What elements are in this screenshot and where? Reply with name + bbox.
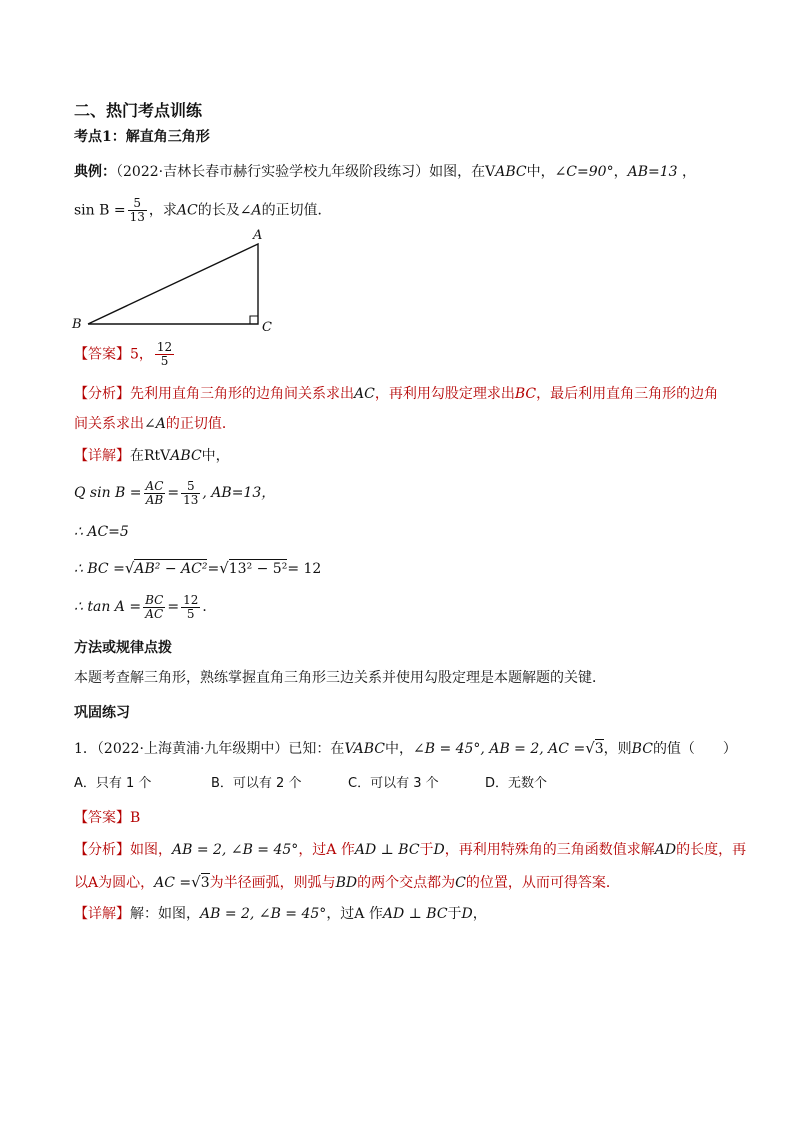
side-bc: BC (631, 741, 653, 757)
example-line-1 (74, 162, 696, 182)
option-d[interactable]: D．无数个 (485, 776, 548, 791)
text-segment: 的位置，从而可得答案． (465, 875, 620, 891)
example-line-2 (74, 197, 332, 224)
text-segment: 的正切值． (165, 416, 236, 432)
triangle-symbol: V (485, 164, 496, 180)
detail-1-step-2: ∴ AC=5 (74, 524, 129, 540)
sin-fraction (128, 197, 147, 224)
detail-label: 【详解】 (74, 448, 130, 464)
text-segment: ，求 (148, 202, 177, 219)
angle-a: ∠A (239, 202, 262, 219)
numerator: AC (145, 478, 164, 493)
step-fraction-1 (144, 480, 166, 507)
point-d: D (433, 842, 445, 858)
rt-triangle-symbol: RtV (144, 448, 171, 464)
section-title: 二、热门考点训练 (74, 101, 203, 120)
condition: AB = 2, ∠B = 45° (200, 906, 327, 922)
step-prefix: Q sin B = (74, 485, 142, 501)
sqrt-content: 3 (200, 875, 210, 891)
text-segment: ， (677, 164, 696, 180)
triangle-outline (88, 244, 258, 324)
text-segment: 如图， (130, 842, 172, 858)
sqrt-content: 13² − 5² (228, 561, 288, 577)
denominator: AC (145, 606, 164, 621)
numerator: 5 (128, 197, 147, 211)
question-1-stem (74, 738, 737, 759)
vertex-label-a: A (253, 228, 263, 243)
side-ac: AC (176, 202, 198, 219)
question-1-options (74, 774, 622, 794)
text-segment: 先利用直角三角形的边角间关系求出 (130, 386, 354, 402)
text-segment: ，过A 作 (298, 842, 355, 858)
text-segment: 的正切值． (261, 202, 332, 219)
step-fraction-2 (181, 594, 200, 621)
text-segment: ，过A 作 (326, 906, 383, 922)
text-segment: ， (613, 164, 628, 180)
method-title: 方法或规律点拨 (74, 640, 172, 656)
condition: AB = 2, ∠B = 45° (172, 842, 299, 858)
angle-a: ∠A (144, 416, 166, 432)
practice-title: 巩固练习 (74, 705, 130, 721)
denominator: 5 (186, 606, 195, 621)
detail-2-line-1 (74, 904, 487, 924)
condition-angle: ∠C=90° (554, 164, 614, 180)
option-c[interactable]: C．可以有 3 个 (348, 776, 439, 791)
analysis-label: 【分析】 (74, 842, 130, 858)
analysis-2-line-1 (74, 840, 746, 860)
numerator: 12 (183, 592, 199, 607)
text-segment: 的长度，再 (676, 842, 747, 858)
numerator: 12 (156, 340, 173, 354)
answer-2 (74, 808, 140, 828)
sqrt-sign: √ (585, 739, 595, 757)
analysis-1-line-2 (74, 414, 236, 434)
denominator: 13 (129, 210, 145, 224)
step-prefix: ∴ tan A = (74, 599, 142, 615)
text-segment: 中， (526, 164, 555, 180)
text-segment: 在 (130, 448, 144, 464)
triangle-figure (66, 228, 286, 338)
equals-sign: = (207, 561, 220, 577)
text-segment: 的长及 (197, 202, 240, 219)
triangle-name: VABC (344, 741, 385, 757)
answer-value: 5， (130, 346, 153, 363)
point-c: C (455, 875, 466, 891)
triangle-name: ABC (495, 164, 527, 180)
text-segment: 间关系求出 (74, 416, 144, 432)
answer-label: 【答案】 (74, 810, 130, 826)
text-segment: 于 (447, 906, 462, 922)
detail-label: 【详解】 (74, 906, 130, 922)
sqrt-sign: √ (124, 559, 135, 577)
text-segment: ，再利用勾股定理求出 (374, 386, 515, 402)
step-fraction-2 (181, 480, 200, 507)
text-segment: 解：如图， (130, 906, 200, 922)
numerator: BC (145, 592, 164, 607)
sin-label: sin B = (74, 202, 126, 219)
method-text: 本题考查解三角形，熟练掌握直角三角形三边关系并使用勾股定理是本题解题的关键． (74, 670, 606, 686)
condition: ∠B = 45°, AB = 2, AC = (412, 741, 586, 757)
step-fraction-1 (143, 594, 165, 621)
example-source: （2022·吉林长春市赫行实验学校九年级阶段练习）如图，在 (116, 164, 486, 180)
right-angle-marker (250, 316, 258, 324)
step-tail: ． (202, 599, 217, 615)
step-tail: = 12 (287, 561, 322, 577)
condition: AC = (154, 875, 192, 891)
vertex-label-b: B (72, 317, 82, 332)
text-segment: ，再利用特殊角的三角函数值求解 (444, 842, 655, 858)
perpendicular: AD ⊥ BC (382, 906, 448, 922)
denominator: 5 (160, 354, 169, 368)
step-tail: , AB=13， (202, 485, 276, 501)
text-segment: 1．（2022·上海黄浦·九年级期中）已知：在 (74, 741, 345, 757)
vertex-label-c: C (262, 320, 272, 335)
side-bc: BC (514, 386, 537, 402)
step-prefix: ∴ BC = (74, 561, 125, 577)
segment-bd: BD (335, 875, 358, 891)
text-segment: 中， (201, 448, 230, 464)
answer-label: 【答案】 (74, 346, 130, 363)
equals-sign: = (167, 485, 180, 501)
text-segment: 中， (384, 741, 413, 757)
text-segment: 的值（ ） (652, 741, 737, 757)
text-segment: 以A为圆心， (74, 875, 155, 891)
text-segment: ，则 (603, 741, 632, 757)
sqrt-content: 3 (594, 741, 604, 757)
segment-ad: AD (654, 842, 677, 858)
analysis-2-line-2 (74, 872, 620, 893)
answer-fraction (155, 341, 174, 368)
point-d: D (461, 906, 473, 922)
condition-side: AB=13 (627, 164, 678, 180)
option-b[interactable]: B．可以有 2 个 (211, 776, 302, 791)
point-title: 考点1：解直角三角形 (74, 129, 210, 145)
text-segment: 的两个交点都为 (357, 875, 456, 891)
sqrt-sign: √ (219, 559, 229, 577)
numerator: 5 (181, 480, 200, 494)
analysis-label: 【分析】 (74, 386, 130, 402)
option-a[interactable]: A．只有 1 个 (74, 776, 152, 791)
answer-value: B (130, 810, 141, 826)
denominator: AB (145, 492, 164, 507)
text-segment: 于 (419, 842, 434, 858)
detail-1-intro (74, 446, 230, 466)
example-label: 典例： (74, 164, 116, 180)
detail-1-step-3 (74, 558, 321, 579)
analysis-1-line-1 (74, 384, 718, 404)
text-segment: ， (472, 906, 487, 922)
answer-1 (74, 341, 176, 368)
denominator: 13 (183, 492, 199, 507)
text-segment: ，最后利用直角三角形的边角 (536, 386, 719, 402)
detail-1-step-1 (74, 478, 275, 508)
detail-1-step-4 (74, 592, 216, 622)
sqrt-content: AB² − AC² (134, 561, 208, 577)
side-ac: AC (354, 386, 375, 402)
perpendicular: AD ⊥ BC (354, 842, 420, 858)
text-segment: 为半径画弧，则弧与 (209, 875, 336, 891)
sqrt-sign: √ (191, 873, 201, 891)
equals-sign: = (167, 599, 180, 615)
triangle-name: ABC (170, 448, 202, 464)
